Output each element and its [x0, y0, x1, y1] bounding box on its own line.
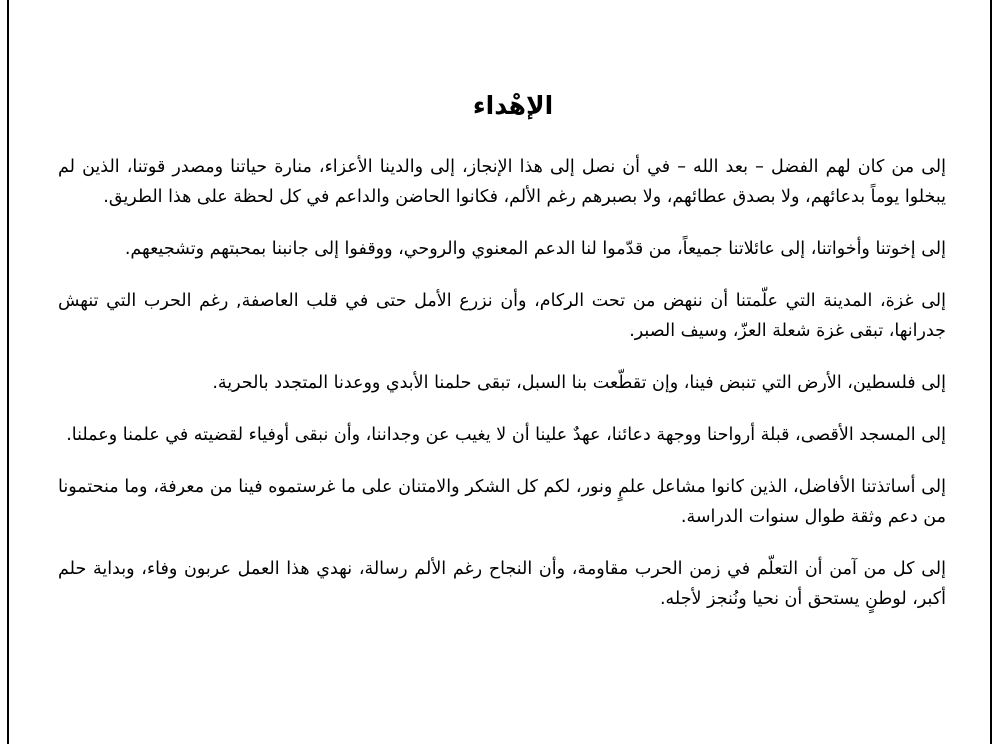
- paragraph-parents: إلى من كان لهم الفضل – بعد الله – في أن نصل إلى هذا الإنجاز، إلى والدينا الأعزاء، منارة حياتنا ومصدر قوتنا، الذين لم يبخلوا يوماً بدعائهم، ولا بصدق عطائهم، ولا بصبرهم رغم الألم، فكانوا الحاضن والداعم في كل لحظة على هذا الطريق.: [58, 157, 946, 207]
- page-title: الإهْداء: [472, 91, 554, 120]
- page-border-left: [7, 0, 9, 744]
- paragraph-siblings: إلى إخوتنا وأخواتنا، إلى عائلاتنا جميعاً، من قدّموا لنا الدعم المعنوي والروحي، ووقفوا إلى جانبنا بمحبتهم وتشجيعهم.: [124, 239, 946, 259]
- paragraph-gaza: إلى غزة، المدينة التي علّمتنا أن ننهض من تحت الركام، وأن نزرع الأمل حتى في قلب العاصفة, رغم الحرب التي تنهش جدرانها، تبقى غزة شعلة العزّ، وسيف الصبر.: [58, 291, 946, 341]
- paragraph-teachers: إلى أساتذتنا الأفاضل، الذين كانوا مشاعل علمٍ ونور، لكم كل الشكر والامتنان على ما غرستموه فينا من معرفة، وما منحتمونا من دعم وثقة طوال سنوات الدراسة.: [58, 477, 946, 527]
- paragraph-al-aqsa: إلى المسجد الأقصى، قبلة أرواحنا ووجهة دعائنا، عهدٌ علينا أن لا يغيب عن وجداننا، وأن نبقى أوفياء لقضيته في علمنا وعملنا.: [66, 425, 946, 445]
- paragraph-palestine: إلى فلسطين، الأرض التي تنبض فينا، وإن تقطّعت بنا السبل، تبقى حلمنا الأبدي ووعدنا المتجدد بالحرية.: [212, 373, 946, 393]
- page-border-right: [990, 0, 992, 744]
- dedication-section: [58, 82, 946, 636]
- paragraph-closing: إلى كل من آمن أن التعلّم في زمن الحرب مقاومة، وأن النجاح رغم الألم رسالة، نهدي هذا العمل عربون وفاء، وبداية حلم أكبر، لوطنٍ يستحق أن نحيا ونُنجز لأجله.: [58, 559, 946, 609]
